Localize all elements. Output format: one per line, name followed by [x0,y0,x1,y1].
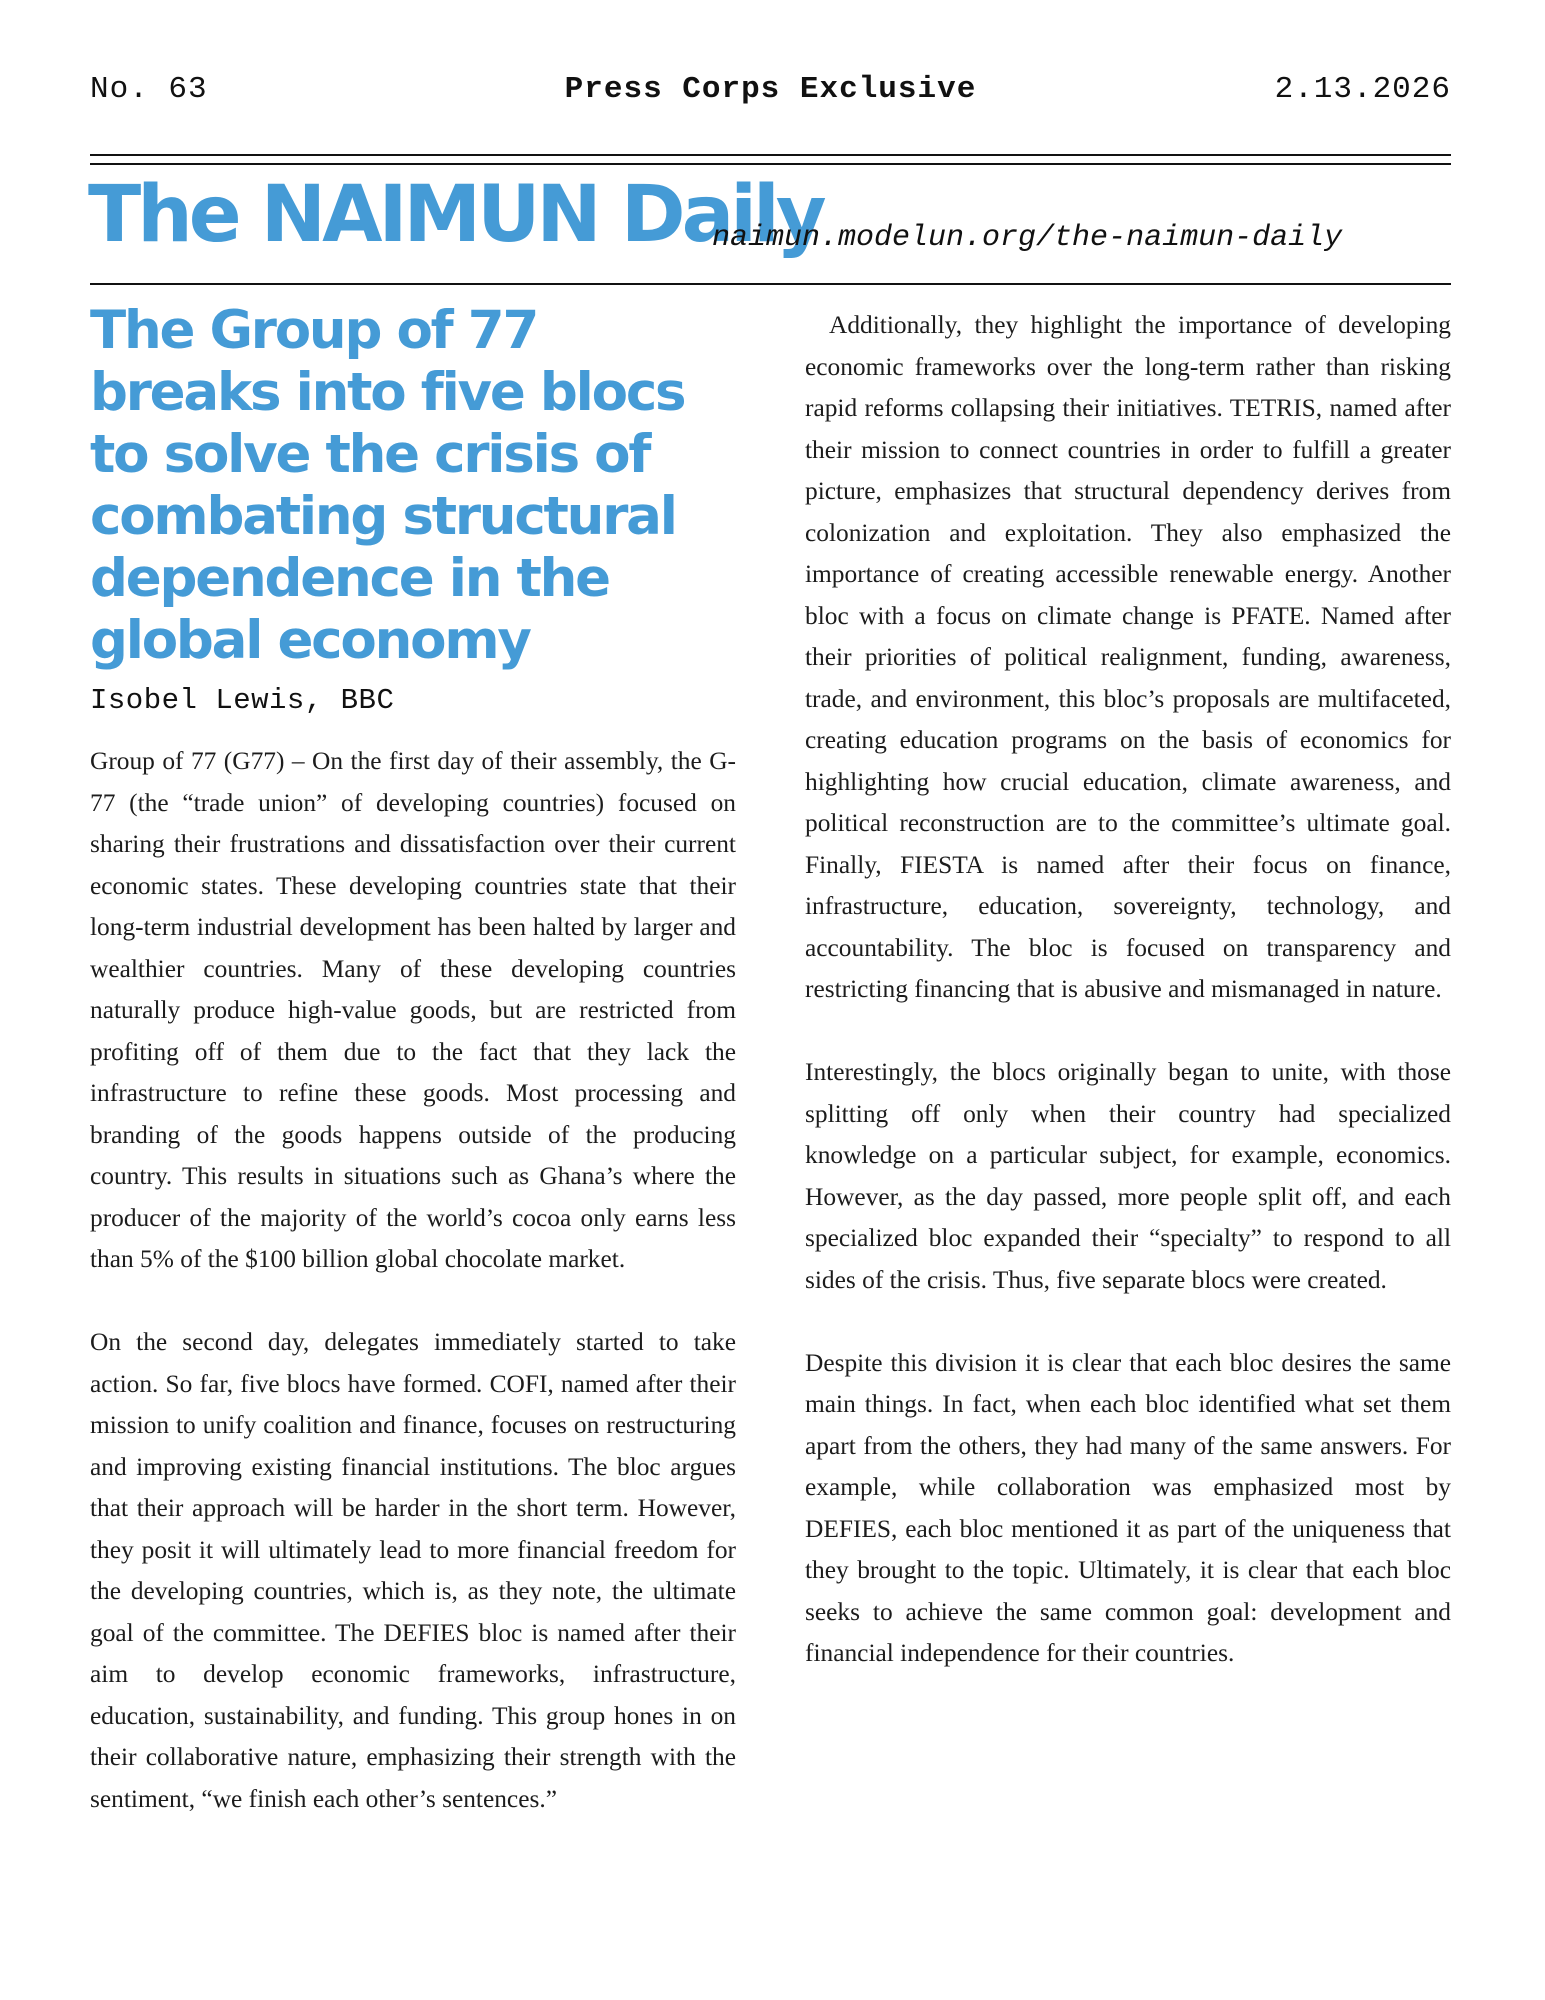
newspaper-url: naimun.modelun.org/the-naimun-daily [712,221,1343,255]
article-paragraph: Interestingly, the blocs originally began to unite, with those splitting off only when their country had specialized knowledge on a particular subject, for example, economics. However, as the day passed, more people split off, and each specialized bloc expanded their “specialty” to respond to all sides of the crisis. Thus, five separate blocs were created. [805,1058,1451,1294]
newspaper-title: The NAIMUN Daily [88,170,823,260]
issue-date: 2.13.2026 [1274,72,1451,107]
article-paragraph: On the second day, delegates immediately started to take action. So far, five blocs have formed. COFI, named after their mission to unify coalition and finance, focuses on restructuring and improving existing financial institutions. The bloc argues that their approach will be harder in the short term. However, they posit it will ultimately lead to more financial freedom for the developing countries, which is, as they note, the ultimate goal of the committee. The DEFIES bloc is named after their aim to develop economic frameworks, infrastructure, education, sustainability, and funding. This group hones in on their collaborative nature, emphasizing their strength with the sentiment, “we finish each other’s sentences.” [90,1328,736,1813]
article-headline: The Group of 77 breaks into five blocs to solve the crisis of combating structural dependence in the global economy [90,300,685,671]
article-byline: Isobel Lewis, BBC [90,684,395,717]
left-column [90,300,736,1820]
right-column [805,305,1451,1675]
top-divider-1 [90,154,1451,156]
article-paragraph: Despite this division it is clear that each bloc desires the same main things. In fact, when each bloc identified what set them apart from the others, they had many of the same answers. For example, while collaboration was emphasized most by DEFIES, each bloc mentioned it as part of the uniqueness that they brought to the topic. Ultimately, it is clear that each bloc seeks to achieve the same common goal: development and financial independence for their countries. [805,1348,1451,1667]
article-paragraph: Additionally, they highlight the importance of developing economic frameworks over the long-term rather than risking rapid reforms collapsing their initiatives. TETRIS, named after their mission to connect countries in order to fulfill a greater picture, emphasizes that structural dependency derives from colonization and exploitation. They also emphasized the importance of creating accessible renewable energy. Another bloc with a focus on climate change is PFATE. Named after their priorities of political realignment, funding, awareness, trade, and environment, this bloc’s proposals are multifaceted, creating education programs on the basis of economics for highlighting how crucial education, climate awareness, and political reconstruction are to the committee’s ultimate goal. Finally, FIESTA is named after their focus on finance, infrastructure, education, sovereignty, technology, and accountability. The bloc is focused on transparency and restricting financing that is abusive and mismanaged in nature. [805,311,1451,1003]
section-label: Press Corps Exclusive [564,72,977,107]
masthead-divider [90,283,1451,285]
article-paragraph: Group of 77 (G77) – On the first day of their assembly, the G-77 (the “trade union” of developing countries) focused on sharing their frustrations and dissatisfaction over their current economic states. These developing countries state that their long-term industrial development has been halted by larger and wealthier countries. Many of these developing countries naturally produce high-value goods, but are restricted from profiting off of them due to the fact that they lack the infrastructure to refine these goods. Most processing and branding of the goods happens outside of the producing country. This results in situations such as Ghana’s where the producer of the majority of the world’s cocoa only earns less than 5% of the $100 billion global chocolate market. [90,747,736,1273]
top-divider-2 [90,163,1451,165]
issue-number: No. 63 [90,72,208,107]
masthead-top-bar [90,72,1451,112]
